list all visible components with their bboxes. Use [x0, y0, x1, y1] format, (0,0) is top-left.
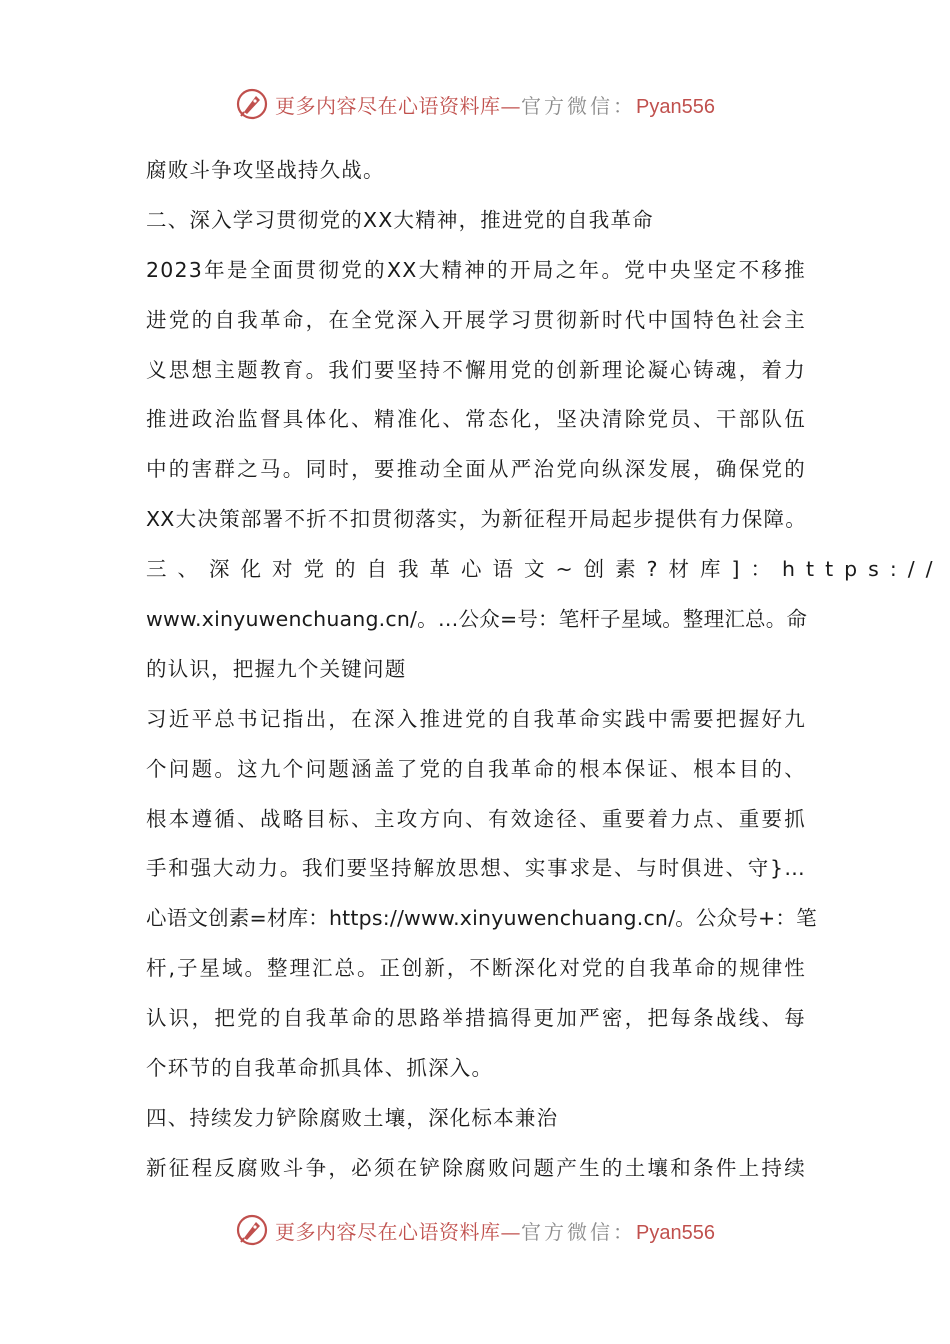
pen-nib-logo-icon [235, 1213, 269, 1247]
watermark-text [275, 1216, 715, 1245]
paragraph-line: 手和强大动力。我们要坚持解放思想、实事求是、与时俱进、守}… [146, 856, 806, 881]
section-heading-4: 四、持续发力铲除腐败土壤，深化标本兼治 [146, 1105, 559, 1130]
footer-watermark-banner [0, 1208, 950, 1252]
section-heading-2: 二、深入学习贯彻党的XX大精神，推进党的自我革命 [146, 207, 654, 232]
paragraph-line: 个环节的自我革命抓具体、抓深入。 [146, 1056, 494, 1081]
paragraph-line: 腐败斗争攻坚战持久战。 [146, 158, 385, 182]
watermark-dash: — [500, 1219, 522, 1244]
paragraph-line: 2023年是全面贯彻党的XX大精神的开局之年。党中央坚定不移推 [146, 257, 806, 282]
watermark-sub: 官方微信： [521, 93, 637, 118]
paragraph-line: www.xinyuwenchuang.cn/。…公众=号：笔杆子星域。整理汇总。命 [146, 607, 808, 632]
watermark-dash: — [500, 93, 522, 118]
paragraph-line: 杆,子星域。整理汇总。正创新，不断深化对党的自我革命的规律性 [146, 956, 806, 981]
paragraph-line: 义思想主题教育。我们要坚持不懈用党的创新理论凝心铸魂，着力 [146, 357, 806, 382]
wechat-id: Pyan556 [636, 1221, 715, 1244]
paragraph-line: 推进政治监督具体化、精准化、常态化，坚决清除党员、干部队伍 [146, 407, 806, 432]
paragraph-line: XX大决策部署不折不扣贯彻落实，为新征程开局起步提供有力保障。 [146, 507, 806, 532]
pen-nib-logo-icon [235, 87, 269, 121]
paragraph-line: 个问题。这九个问题涵盖了党的自我革命的根本保证、根本目的、 [146, 756, 806, 781]
paragraph-line: 习近平总书记指出，在深入推进党的自我革命实践中需要把握好九 [146, 706, 806, 731]
watermark-text [275, 90, 715, 119]
watermark-main: 更多内容尽在心语资料库 [275, 93, 501, 118]
paragraph-line: 新征程反腐败斗争，必须在铲除腐败问题产生的土壤和条件上持续 [146, 1155, 806, 1180]
paragraph-line: 心语文创素=材库：https://www.xinyuwenchuang.cn/。公众号+：笔 [146, 906, 817, 931]
watermark-main: 更多内容尽在心语资料库 [275, 1219, 501, 1244]
paragraph-line: 认识，把党的自我革命的思路举措搞得更加严密，把每条战线、每 [146, 1006, 806, 1031]
paragraph-line: 进党的自我革命，在全党深入开展学习贯彻新时代中国特色社会主 [146, 307, 806, 332]
header-watermark-banner [0, 82, 950, 126]
paragraph-line: 中的害群之马。同时，要推动全面从严治党向纵深发展，确保党的 [146, 457, 806, 482]
paragraph-line: 根本遵循、战略目标、主攻方向、有效途径、重要着力点、重要抓 [146, 806, 806, 831]
document-body [146, 146, 944, 1194]
wechat-id: Pyan556 [636, 95, 715, 118]
paragraph-line: 的认识，把握九个关键问题 [146, 656, 407, 681]
watermark-sub: 官方微信： [521, 1219, 637, 1244]
section-heading-3: 三、深化对党的自我革心语文~创素?材库]：https:// [146, 557, 944, 582]
